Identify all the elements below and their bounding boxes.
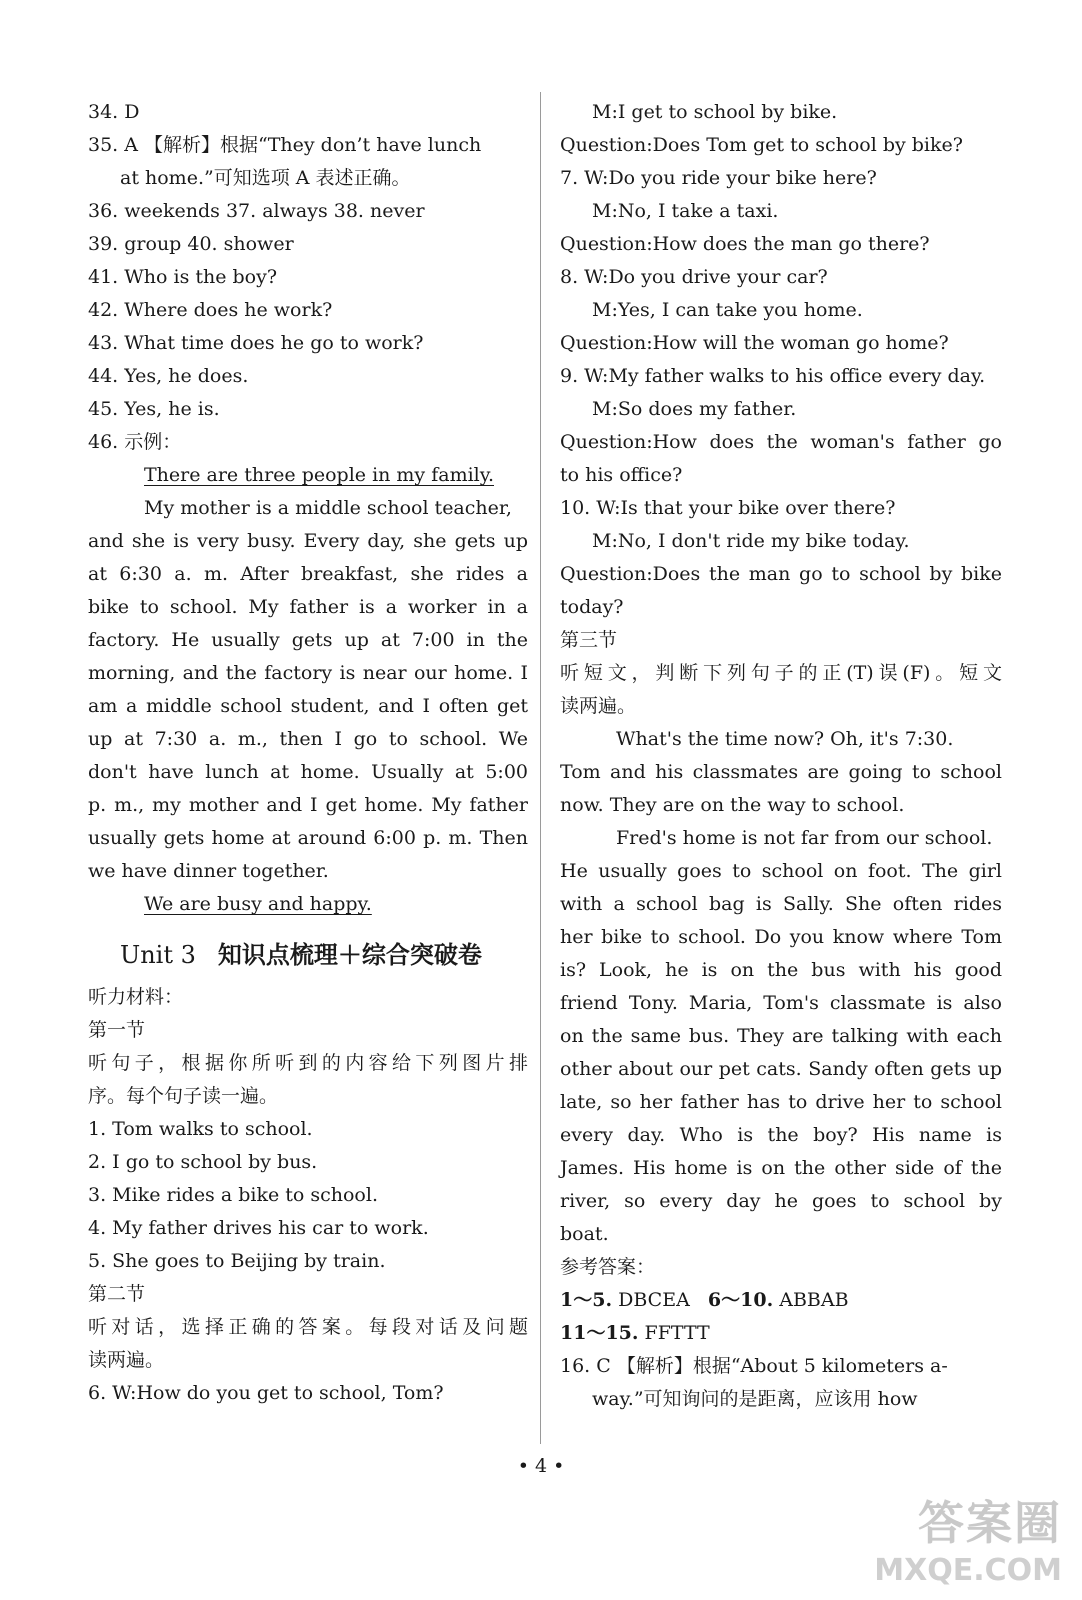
unit-label: Unit 3 [120, 941, 196, 969]
watermark-logo: 答案圈 [918, 1496, 1062, 1550]
sentence-item: 4. My father drives his car to work. [88, 1217, 429, 1239]
essay-line: morning, and the factory is near our home. I [88, 662, 528, 684]
passage-line: on the same bus. They are talking with each [560, 1025, 1002, 1047]
passage-line: James. His home is on the other side of the [560, 1157, 1002, 1179]
unit-title: 知识点梳理＋综合突破卷 [217, 941, 482, 969]
answer-41: 41. Who is the boy? [88, 266, 278, 288]
answer-34: 34. D [88, 101, 140, 123]
dialog-6-woman: 6. W:How do you get to school, Tom? [88, 1382, 444, 1404]
answers-11-15-line [560, 1317, 1002, 1350]
essay-line: usually gets home at around 6:00 p. m. Then [88, 827, 528, 849]
section-2-instruction: 听对话，选择正确的答案。每段对话及问题 [88, 1316, 528, 1338]
passage-line: is? Look, he is on the bus with his good [560, 959, 1002, 981]
left-column [88, 96, 528, 1410]
essay-line: don't have lunch at home. Usually at 5:00 [88, 761, 528, 783]
dialog-8-man: M:Yes, I can take you home. [592, 299, 863, 321]
essay-line: p. m., my mother and I get home. My father [88, 794, 528, 816]
passage-line: boat. [560, 1223, 609, 1245]
sentence-item: 2. I go to school by bus. [88, 1151, 318, 1173]
section-2-heading: 第二节 [88, 1283, 146, 1305]
answers-6-10: ABBAB [779, 1289, 849, 1311]
question-7: Question:How does the man go there? [560, 233, 930, 255]
section-2-instruction-cont: 读两遍。 [88, 1349, 165, 1371]
passage-line: He usually goes to school on foot. The girl [560, 860, 1002, 882]
passage-line: friend Tony. Maria, Tom's classmate is also [560, 992, 1002, 1014]
passage-line: her bike to school. Do you know where Tom [560, 926, 1002, 948]
sentence-item: 1. Tom walks to school. [88, 1118, 313, 1140]
sentence-item: 3. Mike rides a bike to school. [88, 1184, 378, 1206]
question-10: Question:Does the man go to school by bike [560, 563, 1002, 585]
essay-line: My mother is a middle school teacher, [144, 497, 512, 519]
question-8: Question:How will the woman go home? [560, 332, 949, 354]
watermark-url: MXQE.COM [874, 1553, 1062, 1588]
column-divider [540, 92, 541, 1444]
answer-16: 16. C 【解析】根据“About 5 kilometers a- [560, 1355, 948, 1377]
passage-line: What's the time now? Oh, it's 7:30. [616, 728, 954, 750]
essay-last-text: We are busy and happy. [144, 893, 372, 915]
dialog-6-man: M:I get to school by bike. [592, 101, 838, 123]
answers-11-15-number: 11～15. [560, 1322, 639, 1344]
answer-46-label: 46. 示例： [88, 431, 182, 453]
passage-line: with a school bag is Sally. She often rides [560, 893, 1002, 915]
essay-first-sentence [88, 459, 528, 492]
answer-45: 45. Yes, he is. [88, 398, 220, 420]
passage-line: now. They are on the way to school. [560, 794, 905, 816]
passage-line: river, so every day he goes to school by [560, 1190, 1002, 1212]
right-column [560, 96, 1002, 1416]
passage-line: Fred's home is not far from our school. [616, 827, 993, 849]
dialog-7-man: M:No, I take a taxi. [592, 200, 779, 222]
section-1-instruction: 听句子，根据你所听到的内容给下列图片排 [88, 1052, 528, 1074]
dialog-10-man: M:No, I don't ride my bike today. [592, 530, 910, 552]
answer-35: 35. A 【解析】根据“They don’t have lunch [88, 134, 482, 156]
essay-line: am a middle school student, and I often get [88, 695, 528, 717]
section-3-instruction: 听短文，判断下列句子的正(T)误(F)。短文 [560, 662, 1002, 684]
question-9: Question:How does the woman's father go [560, 431, 1002, 453]
dialog-9-man: M:So does my father. [592, 398, 797, 420]
sentence-item: 5. She goes to Beijing by train. [88, 1250, 386, 1272]
section-3-instruction-cont: 读两遍。 [560, 695, 637, 717]
section-1-heading: 第一节 [88, 1019, 146, 1041]
section-3-heading: 第三节 [560, 629, 618, 651]
answers-11-15: FFTTT [644, 1322, 710, 1344]
section-1-instruction-cont: 序。每个句子读一遍。 [88, 1085, 279, 1107]
answer-43: 43. What time does he go to work? [88, 332, 424, 354]
listening-label: 听力材料： [88, 986, 184, 1008]
unit-heading [120, 935, 528, 975]
answers-36-38: 36. weekends 37. always 38. never [88, 200, 425, 222]
answers-6-10-number: 6～10. [707, 1289, 774, 1311]
passage-line: every day. Who is the boy? His name is [560, 1124, 1002, 1146]
essay-line: factory. He usually gets up at 7:00 in the [88, 629, 528, 651]
answers-label: 参考答案： [560, 1256, 656, 1278]
answers-39-40: 39. group 40. shower [88, 233, 294, 255]
dialog-10-woman: 10. W:Is that your bike over there? [560, 497, 896, 519]
answers-1-10 [560, 1284, 1002, 1317]
essay-line: bike to school. My father is a worker in a [88, 596, 528, 618]
page-number: • 4 • [517, 1455, 565, 1477]
answer-35-cont: at home.”可知选项 A 表述正确。 [120, 167, 411, 189]
answer-44: 44. Yes, he does. [88, 365, 249, 387]
passage-line: Tom and his classmates are going to school [560, 761, 1002, 783]
question-9-cont: to his office? [560, 464, 683, 486]
answers-1-5: DBCEA [618, 1289, 690, 1311]
dialog-8-woman: 8. W:Do you drive your car? [560, 266, 828, 288]
essay-last-sentence [88, 888, 528, 921]
essay-first-text: There are three people in my family. [144, 464, 494, 486]
essay-line: at 6:30 a. m. After breakfast, she rides a [88, 563, 528, 585]
answers-1-5-number: 1～5. [560, 1289, 613, 1311]
answer-42: 42. Where does he work? [88, 299, 333, 321]
essay-line: up at 7:30 a. m., then I go to school. We [88, 728, 528, 750]
dialog-9-woman: 9. W:My father walks to his office every day. [560, 365, 986, 387]
dialog-7-woman: 7. W:Do you ride your bike here? [560, 167, 877, 189]
question-6: Question:Does Tom get to school by bike? [560, 134, 963, 156]
watermark [874, 1487, 1062, 1588]
passage-line: other about our pet cats. Sandy often gets up [560, 1058, 1002, 1080]
question-10-cont: today? [560, 596, 624, 618]
essay-line: and she is very busy. Every day, she gets up [88, 530, 528, 552]
essay-line: we have dinner together. [88, 860, 329, 882]
passage-line: late, so her father has to drive her to school [560, 1091, 1002, 1113]
answer-16-cont: way.”可知询问的是距离，应该用 how [592, 1388, 918, 1410]
